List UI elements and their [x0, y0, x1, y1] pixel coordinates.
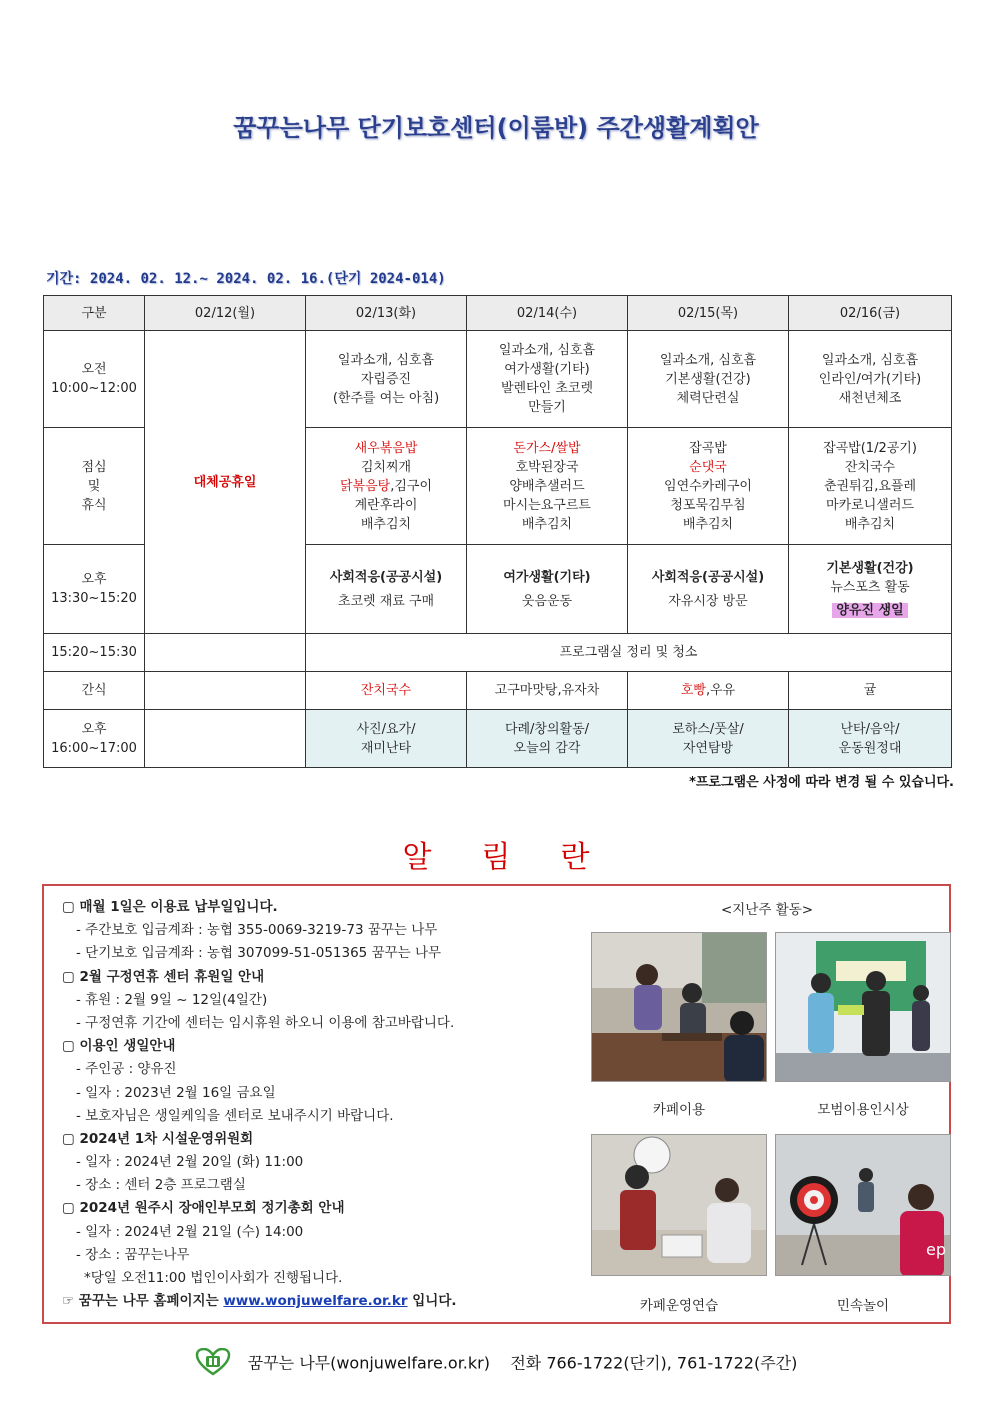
- cell-tue-pm: 사회적응(공공시설) 초코렛 재료 구매: [306, 545, 467, 634]
- notice-item: - 보호자님은 생일케잌을 센터로 보내주시기 바랍니다.: [76, 1107, 394, 1124]
- notice-item: - 휴원 : 2월 9일 ~ 12일(4일간): [76, 991, 268, 1008]
- notice-heading: ▢ 이용인 생일안내: [62, 1038, 176, 1055]
- notice-item: - 일자 : 2023년 2월 16일 금요일: [76, 1084, 276, 1101]
- cell-thu-am: 일과소개, 심호흡 기본생활(건강) 체력단련실: [628, 331, 789, 428]
- cell-thu-pm: 사회적응(공공시설) 자유시장 방문: [628, 545, 789, 634]
- notice-item: - 단기보호 입금계좌 : 농협 307099-51-051365 꿈꾸는 나무: [76, 945, 442, 962]
- row-label-am: 오전 10:00~12:00: [44, 331, 145, 428]
- notice-item: - 구정연휴 기간에 센터는 임시휴원 하오니 이용에 참고바랍니다.: [76, 1014, 455, 1031]
- notice-item: - 일자 : 2024년 2월 20일 (화) 11:00: [76, 1154, 304, 1171]
- header-category: 구분: [44, 296, 145, 331]
- table-header-row: [44, 296, 952, 331]
- notice-item: *당일 오전11:00 법인이사회가 진행됩니다.: [84, 1270, 343, 1286]
- cell-wed-pm: 여가생활(기타) 웃음운동: [467, 545, 628, 634]
- period-label: 기간: 2024. 02. 12.~ 2024. 02. 16.(단기 2024-014): [46, 271, 446, 287]
- photo-award-image: [776, 933, 951, 1082]
- homepage-link[interactable]: www.wonjuwelfare.or.kr: [223, 1293, 408, 1309]
- table-row-clean: [44, 634, 952, 672]
- caption-folk-game: 민속놀이: [836, 1298, 890, 1314]
- row-label-lunch: 점심 및 휴식: [44, 428, 145, 545]
- header-fri: 02/16(금): [789, 296, 952, 331]
- table-row-snack: [44, 672, 952, 710]
- cell-tue-am: 일과소개, 심호흡 자립증진 (한주를 여는 아침): [306, 331, 467, 428]
- header-tue: 02/13(화): [306, 296, 467, 331]
- caption-award: 모범이용인시상: [817, 1102, 909, 1118]
- photo-cafe: [591, 932, 767, 1082]
- gallery-title: <지난주 활동>: [720, 902, 814, 918]
- notice-heading: ▢ 2024년 1차 시설운영위원회: [62, 1130, 254, 1147]
- cell-clean-program: 프로그램실 정리 및 청소: [306, 634, 952, 672]
- notice-heading: ▢ 2월 구정연휴 센터 휴원일 안내: [62, 968, 265, 985]
- weekly-schedule-table: [43, 295, 952, 768]
- cell-fri-lunch: 잡곡밥(1/2공기) 잔치국수 춘권튀김,요플레 마카로니샐러드 배추김치: [789, 428, 952, 545]
- notice-item: - 주인공 : 양유진: [76, 1061, 177, 1078]
- logo-icon: [195, 1348, 231, 1380]
- cell-tue-lunch: 새우볶음밥 김치찌개 닭볶음탕,김구이 계란후라이 배추김치: [306, 428, 467, 545]
- schedule-note: *프로그램은 사정에 따라 변경 될 수 있습니다.: [689, 775, 954, 790]
- notice-heading: ▢ 2024년 원주시 장애인부모회 정기총회 안내: [62, 1200, 345, 1217]
- footer-text: 꿈꾸는 나무(wonjuwelfare.or.kr) 전화 766-1722(단기), 761-1722(주간): [247, 1353, 798, 1373]
- birthday-highlight: 양유진 생일: [832, 603, 907, 618]
- photo-cafe-image: [592, 933, 767, 1082]
- photo-cafe-practice: [591, 1134, 767, 1276]
- cell-wed-lunch: 돈가스/쌀밥 호박된장국 양배추샐러드 마시는요구르트 배추김치: [467, 428, 628, 545]
- cell-fri-pm: 기본생활(건강) 뉴스포츠 활동 양유진 생일: [789, 545, 952, 634]
- caption-cafe-practice: 카페운영연습: [639, 1298, 719, 1314]
- cell-mon-pm2: [145, 710, 306, 768]
- footer: [0, 1348, 992, 1380]
- notice-list: [62, 896, 602, 1290]
- header-mon: 02/12(월): [145, 296, 306, 331]
- cell-wed-snack: 고구마맛탕,유자차: [467, 672, 628, 710]
- cell-fri-am: 일과소개, 심호흡 인라인/여가(기타) 새천년체조: [789, 331, 952, 428]
- photo-folk-game-image: [776, 1135, 951, 1276]
- homepage-line: ☞ 꿈꾸는 나무 홈페이지는 www.wonjuwelfare.or.kr 입니다.: [62, 1293, 457, 1309]
- table-row-pm2: [44, 710, 952, 768]
- cell-wed-am: 일과소개, 심호흡 여가생활(기타) 발렌타인 초코렛 만들기: [467, 331, 628, 428]
- photo-award: [775, 932, 951, 1082]
- notice-box: [42, 884, 951, 1324]
- cell-thu-snack: 호빵,우유: [628, 672, 789, 710]
- cell-tue-pm2: 사진/요가/ 재미난타: [306, 710, 467, 768]
- table-row-am: [44, 331, 952, 428]
- photo-folk-game: [775, 1134, 951, 1276]
- svg-text:ep: ep: [926, 1240, 946, 1259]
- cell-mon-snack: [145, 672, 306, 710]
- notice-heading: ▢ 매월 1일은 이용료 납부일입니다.: [62, 899, 278, 915]
- notice-item: - 장소 : 센터 2층 프로그램실: [76, 1177, 246, 1194]
- row-label-clean: 15:20~15:30: [44, 634, 145, 672]
- notice-item: - 장소 : 꿈꾸는나무: [76, 1246, 190, 1263]
- holiday-cell: [145, 331, 306, 634]
- notice-item: - 일자 : 2024년 2월 21일 (수) 14:00: [76, 1223, 304, 1240]
- row-label-pm: 오후 13:30~15:20: [44, 545, 145, 634]
- cell-fri-pm2: 난타/음악/ 운동원정대: [789, 710, 952, 768]
- notice-item: - 주간보호 입금계좌 : 농협 355-0069-3219-73 꿈꾸는 나무: [76, 922, 438, 939]
- header-thu: 02/15(목): [628, 296, 789, 331]
- header-wed: 02/14(수): [467, 296, 628, 331]
- caption-cafe: 카페이용: [652, 1102, 706, 1118]
- cell-wed-pm2: 다례/창의활동/ 오늘의 감각: [467, 710, 628, 768]
- cell-thu-pm2: 로하스/풋살/ 자연탐방: [628, 710, 789, 768]
- cell-fri-snack: 귤: [789, 672, 952, 710]
- page-title: 꿈꾸는나무 단기보호센터(이룸반) 주간생활계획안: [233, 114, 759, 142]
- cell-mon-clean: [145, 634, 306, 672]
- row-label-snack: 간식: [44, 672, 145, 710]
- notice-title: 알림란: [402, 840, 640, 875]
- cell-thu-lunch: 잡곡밥 순댓국 임연수카레구이 청포묵김무침 배추김치: [628, 428, 789, 545]
- holiday-label: 대체공휴일: [193, 474, 257, 490]
- photo-cafe-practice-image: [592, 1135, 767, 1276]
- row-label-pm2: 오후 16:00~17:00: [44, 710, 145, 768]
- cell-tue-snack: 잔치국수: [306, 672, 467, 710]
